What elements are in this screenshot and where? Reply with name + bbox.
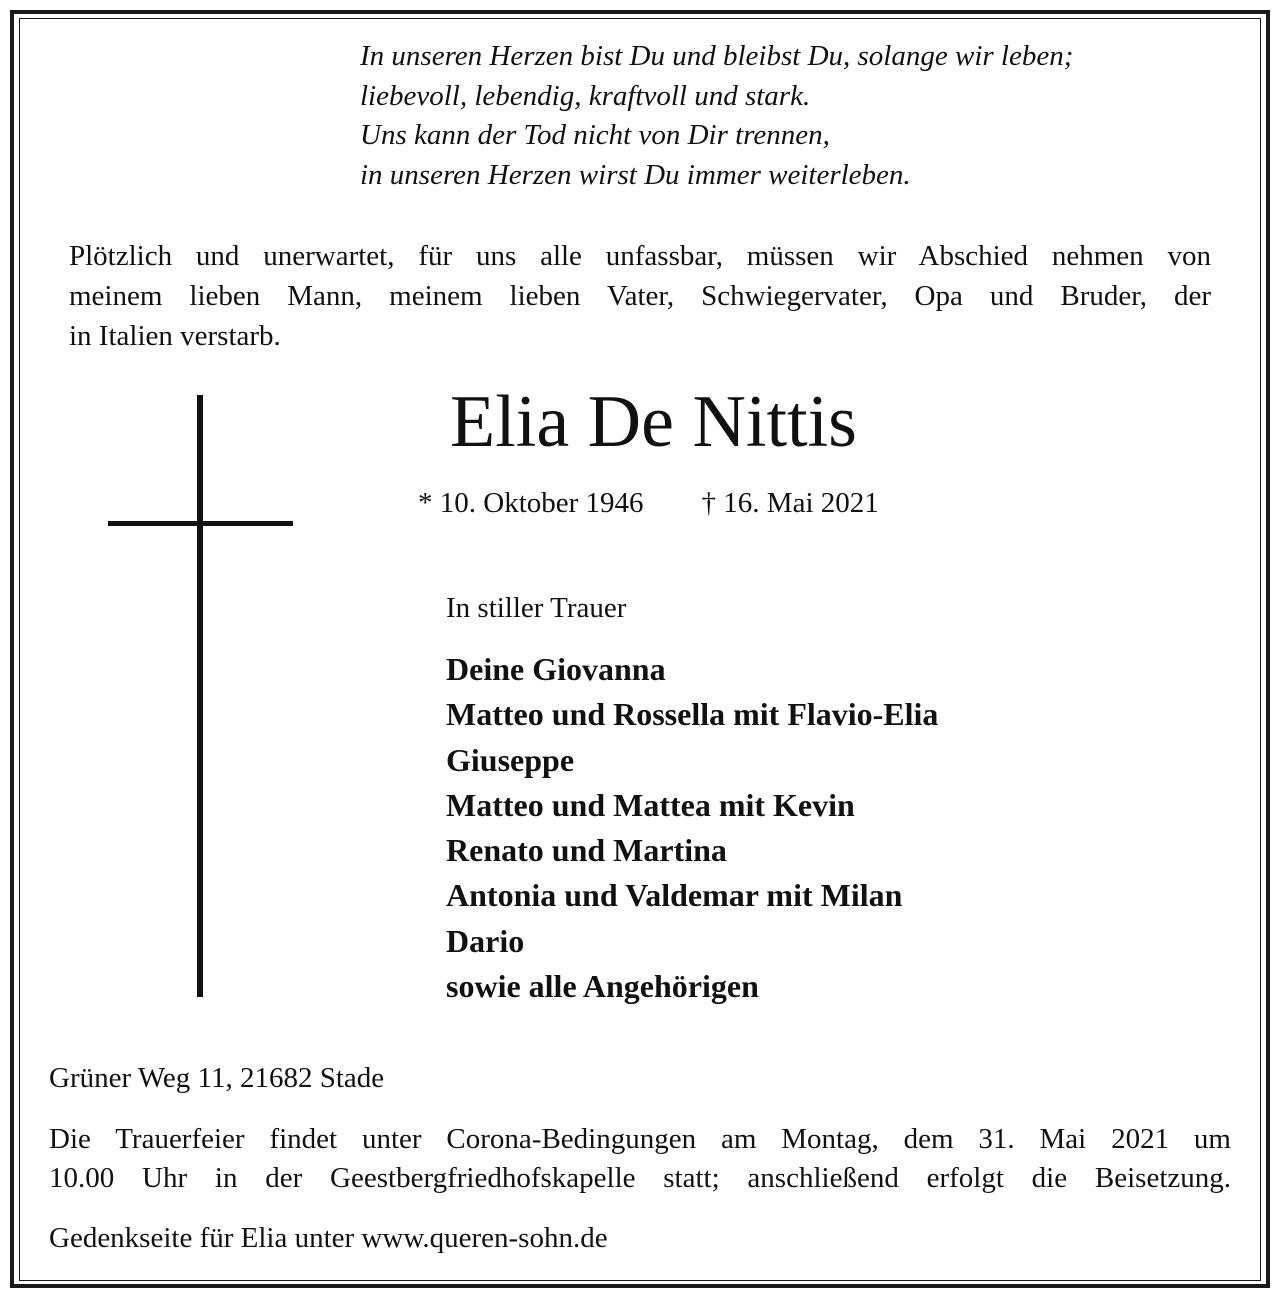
family-member: Deine Giovanna: [446, 651, 666, 687]
cross-horizontal-bar: [108, 521, 293, 526]
death-date: † 16. Mai 2021: [701, 487, 879, 519]
address: Grüner Weg 11, 21682 Stade: [49, 1062, 385, 1094]
family-member: Renato und Martina: [446, 832, 727, 869]
intro-text: [69, 236, 1211, 356]
poem-line: Uns kann der Tod nicht von Dir trennen,: [360, 119, 830, 151]
poem: [360, 37, 1260, 195]
intro-line: Plötzlich und unerwartet, für uns alle unfassbar, müssen wir Abschied nehmen von: [69, 240, 1211, 272]
service-line: 10.00 Uhr in der Geestbergfriedhofskapelle statt; anschließend erfolgt die Beisetzung.: [49, 1162, 1231, 1194]
intro-line: meinem lieben Mann, meinem lieben Vater, Schwiegervater, Opa und Bruder, der: [69, 280, 1211, 312]
intro-line: in Italien verstarb.: [69, 320, 281, 352]
family-member: Matteo und Mattea mit Kevin: [446, 786, 855, 823]
family-member: Giuseppe: [446, 741, 575, 778]
deceased-name: Elia De Nittis: [450, 381, 857, 463]
service-line: Die Trauerfeier findet unter Corona-Bedingungen am Montag, dem 31. Mai 2021 um: [49, 1123, 1231, 1155]
poem-line: liebevoll, lebendig, kraftvoll und stark.: [360, 79, 811, 112]
poem-line: In unseren Herzen bist Du und bleibst Du, solange wir leben;: [360, 40, 1074, 72]
life-dates: [418, 485, 879, 521]
family-member: sowie alle Angehörigen: [446, 968, 759, 1005]
cross-vertical-bar: [197, 395, 203, 997]
poem-line: in unseren Herzen wirst Du immer weiterleben.: [360, 158, 911, 191]
service-notice: [49, 1120, 1231, 1198]
mourning-label: In stiller Trauer: [446, 592, 627, 624]
memorial-page-note: Gedenkseite für Elia unter www.queren-sohn.de: [49, 1222, 608, 1254]
family-list: [446, 647, 938, 1009]
family-member: Matteo und Rossella mit Flavio-Elia: [446, 696, 939, 733]
family-member: Dario: [446, 922, 525, 959]
birth-date: * 10. Oktober 1946: [418, 487, 644, 519]
family-member: Antonia und Valdemar mit Milan: [446, 877, 903, 914]
